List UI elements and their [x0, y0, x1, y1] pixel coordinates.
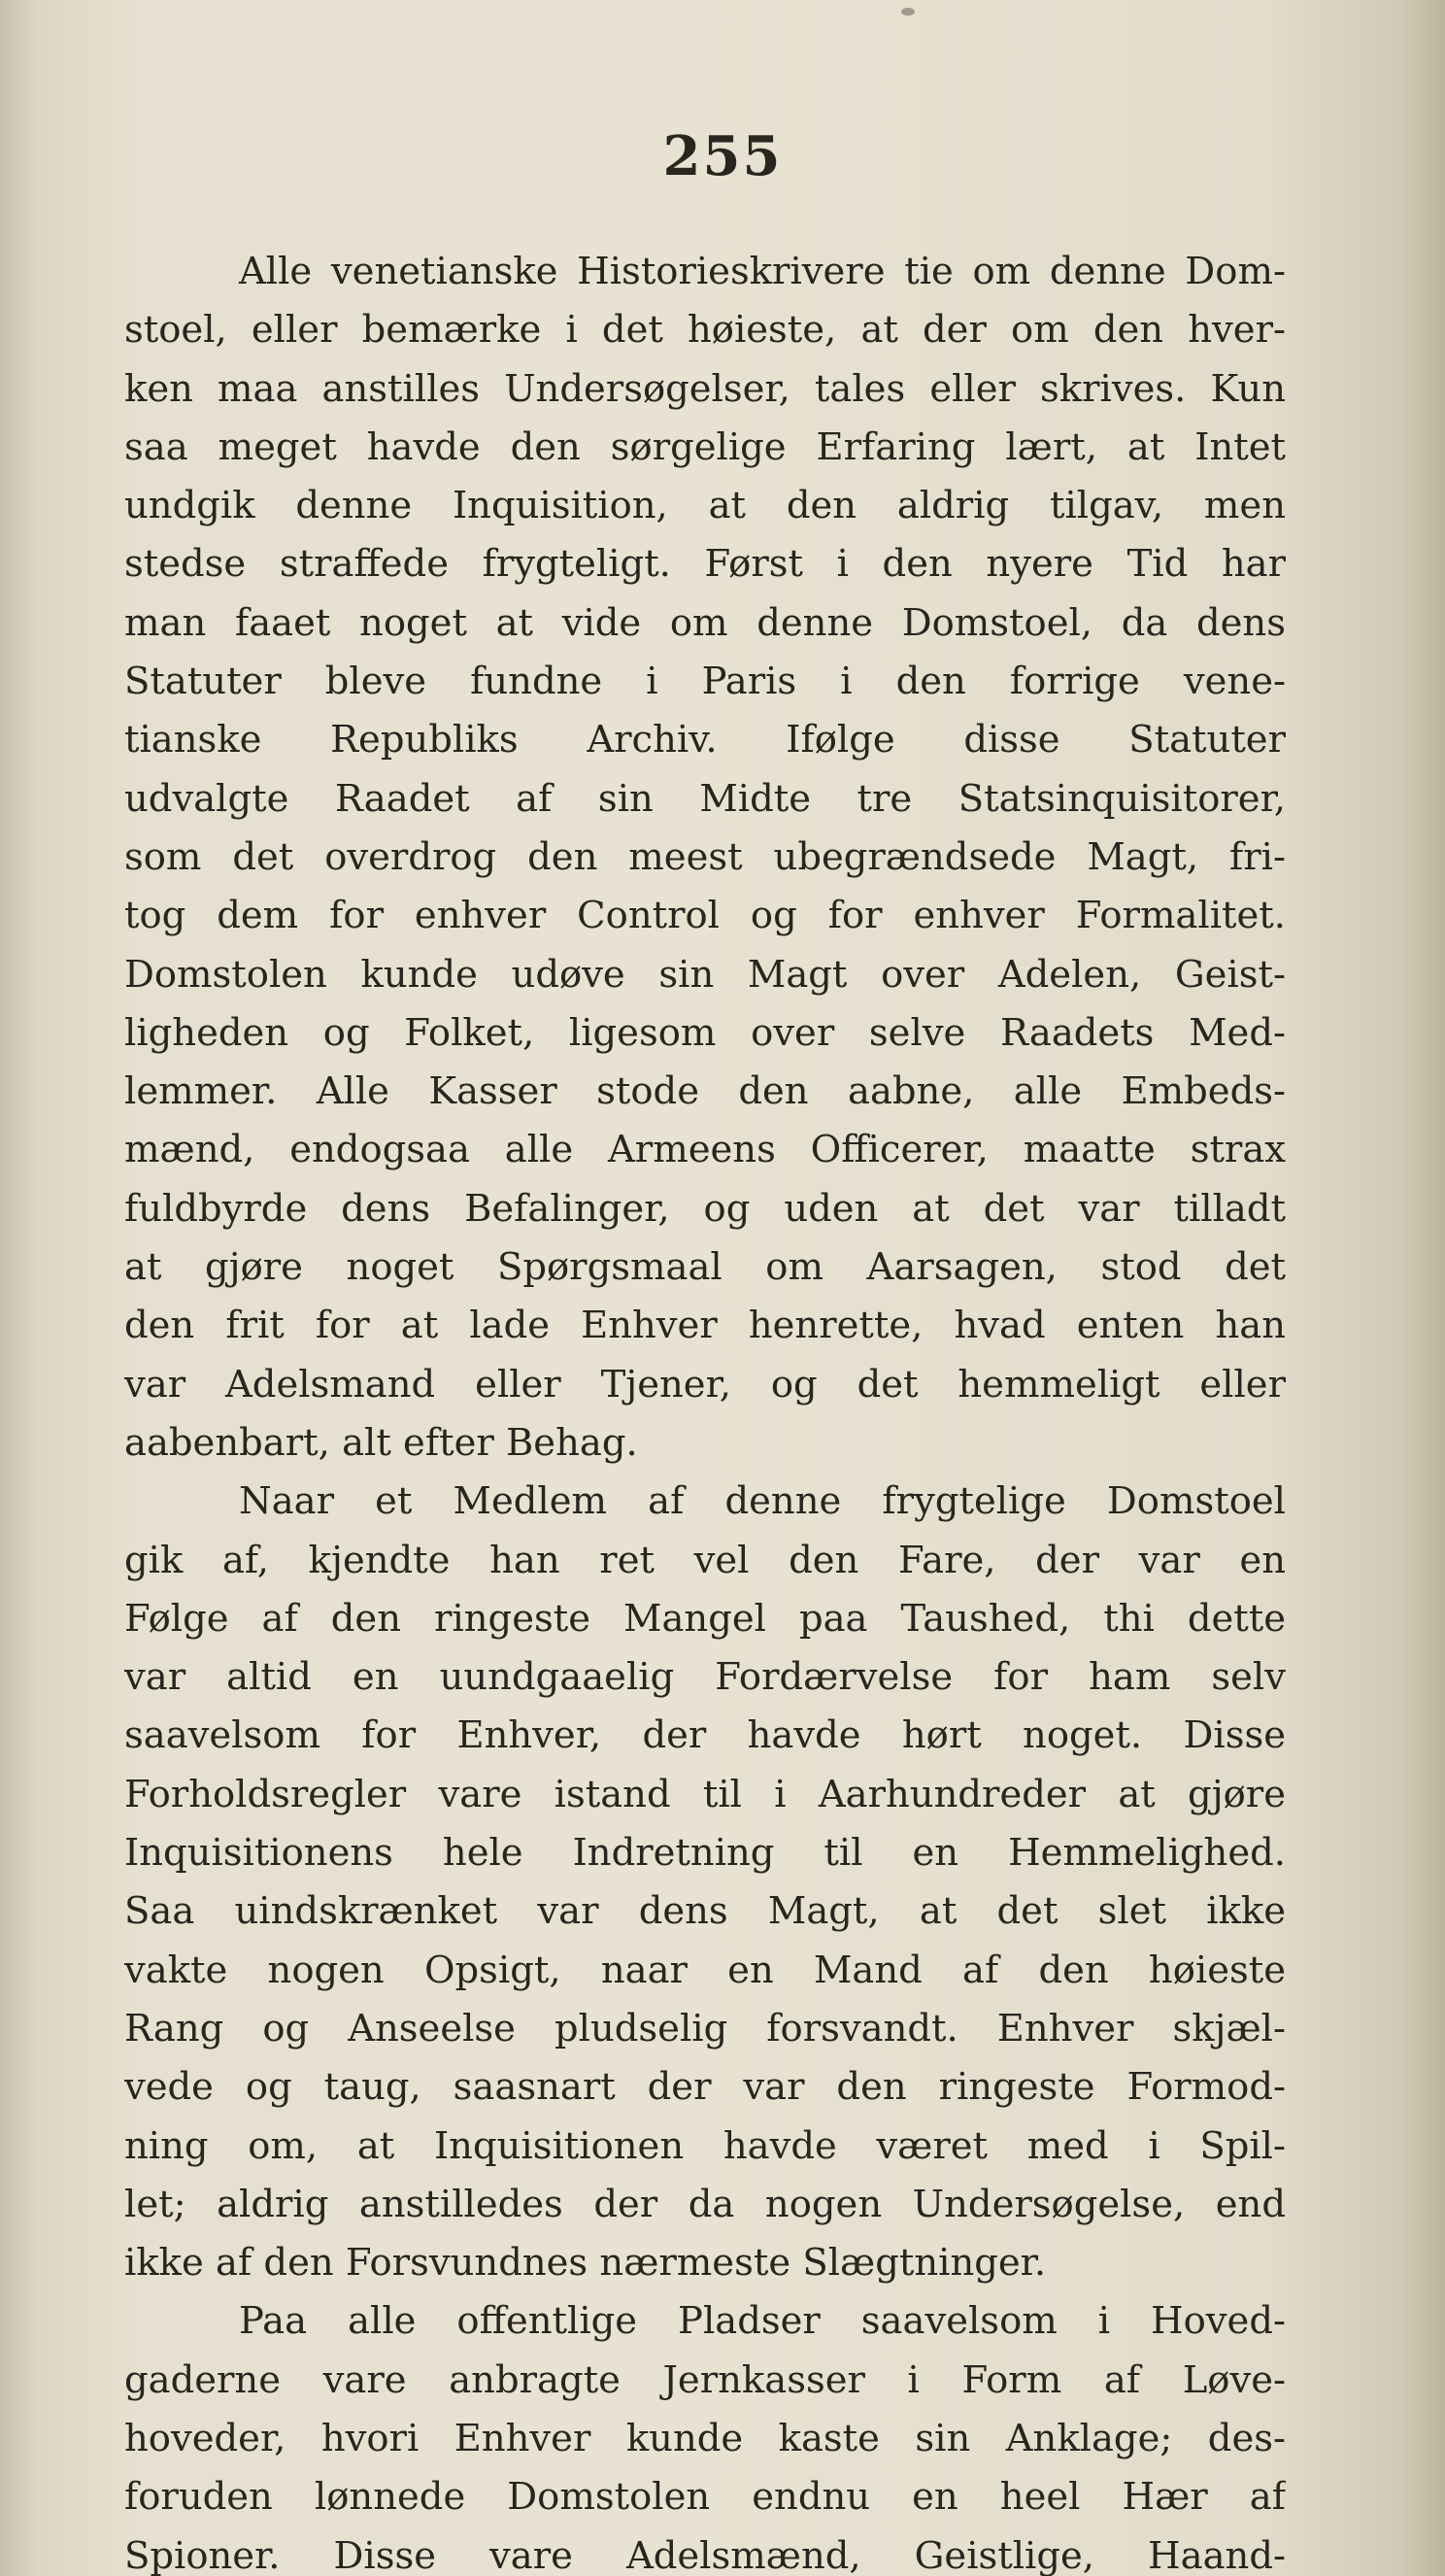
text-line: vede og taug, saasnart der var den ringeste Formod- — [124, 2065, 1286, 2110]
text-line: gaderne vare anbragte Jernkasser i Form af Løve- — [124, 2357, 1286, 2402]
body-text — [124, 243, 1286, 2576]
text-line: ligheden og Folket, ligesom over selve Raadets Med- — [124, 1010, 1286, 1055]
text-line: mænd, endogsaa alle Armeens Officerer, maatte strax — [124, 1128, 1286, 1172]
text-line: som det overdrog den meest ubegrændsede Magt, fri- — [124, 834, 1286, 879]
text-line: Forholdsregler vare istand til i Aarhundreder at gjøre — [124, 1772, 1286, 1816]
text-line: hoveder, hvori Enhver kunde kaste sin Anklage; des- — [124, 2416, 1286, 2460]
text-line: Statuter bleve fundne i Paris i den forrige vene- — [124, 660, 1286, 704]
text-line: Rang og Anseelse pludselig forsvandt. Enhver skjæl- — [124, 2006, 1286, 2051]
text-line: lemmer. Alle Kasser stode den aabne, alle Embeds- — [124, 1069, 1286, 1114]
text-line: ken maa anstilles Undersøgelser, tales eller skrives. Kun — [124, 366, 1286, 411]
text-line: Inquisitionens hele Indretning til en Hemmelighed. — [124, 1831, 1286, 1876]
text-line: Alle venetianske Historieskrivere tie om denne Dom- — [239, 250, 1286, 293]
text-line: Paa alle offentlige Pladser saavelsom i Hoved- — [239, 2299, 1286, 2344]
text-line: saa meget havde den sørgelige Erfaring lært, at Intet — [124, 424, 1286, 469]
text-line: den frit for at lade Enhver henrette, hvad enten han — [124, 1304, 1286, 1348]
text-line: Spioner. Disse vare Adelsmænd, Geistlige, Haand- — [124, 2533, 1286, 2576]
text-line: tog dem for enhver Control og for enhver Formalitet. — [124, 894, 1286, 938]
text-line: tianske Republiks Archiv. Ifølge disse Statuter — [124, 718, 1286, 763]
text-line: ning om, at Inquisitionen havde været med i Spil- — [124, 2123, 1286, 2168]
text-line: Følge af den ringeste Mangel paa Taushed, thi dette — [124, 1596, 1286, 1641]
page-number: 255 — [662, 124, 783, 188]
text-line: aabenbart, alt efter Behag. — [124, 1420, 638, 1465]
text-line: man faaet noget at vide om denne Domstoel, da dens — [124, 600, 1286, 645]
text-line: let; aldrig anstilledes der da nogen Undersøgelse, end — [124, 2182, 1286, 2226]
ink-smudge — [901, 8, 915, 16]
text-line: gik af, kjendte han ret vel den Fare, der var en — [124, 1538, 1286, 1582]
text-line: at gjøre noget Spørgsmaal om Aarsagen, stod det — [124, 1245, 1286, 1290]
text-line: udvalgte Raadet af sin Midte tre Statsinquisitorer, — [124, 776, 1286, 821]
text-line: var Adelsmand eller Tjener, og det hemmeligt eller — [124, 1362, 1286, 1407]
text-line: undgik denne Inquisition, at den aldrig tilgav, men — [124, 484, 1286, 528]
text-line: Naar et Medlem af denne frygtelige Domstoel — [239, 1479, 1286, 1524]
text-line: Saa uindskrænket var dens Magt, at det slet ikke — [124, 1889, 1286, 1934]
text-line: ikke af den Forsvundnes nærmeste Slægtninger. — [124, 2241, 1047, 2286]
text-line: stoel, eller bemærke i det høieste, at der om den hver- — [124, 308, 1286, 353]
text-line: saavelsom for Enhver, der havde hørt noget. Disse — [124, 1713, 1286, 1758]
text-line: vakte nogen Opsigt, naar en Mand af den høieste — [124, 1948, 1286, 1992]
text-line: var altid en uundgaaelig Fordærvelse for ham selv — [124, 1655, 1286, 1700]
text-line: foruden lønnede Domstolen endnu en heel Hær af — [124, 2475, 1286, 2520]
text-line: fuldbyrde dens Befalinger, og uden at det var tilladt — [124, 1186, 1286, 1231]
text-line: Domstolen kunde udøve sin Magt over Adelen, Geist- — [124, 952, 1286, 997]
text-line: stedse straffede frygteligt. Først i den nyere Tid har — [124, 542, 1286, 587]
